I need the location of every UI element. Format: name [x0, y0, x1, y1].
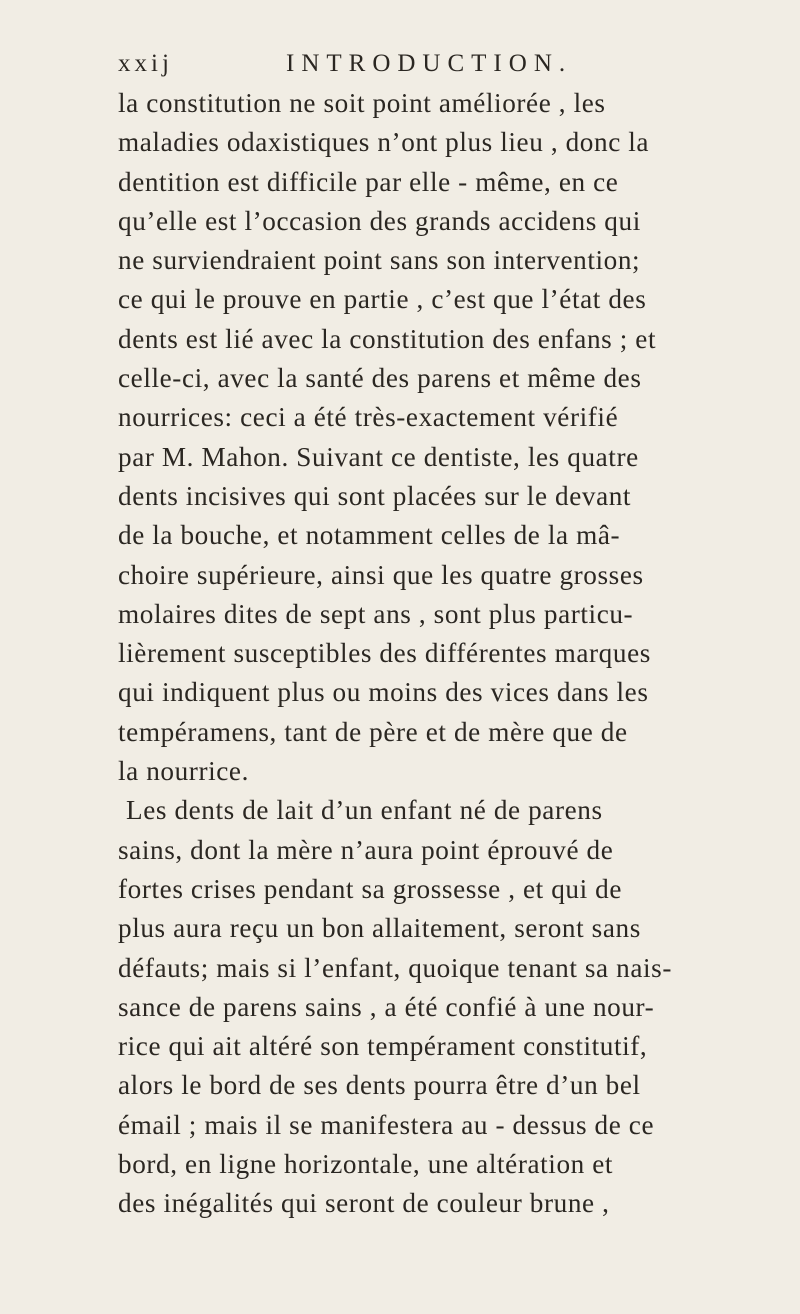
text-line: alors le bord de ses dents pourra être d’un bel [118, 1070, 641, 1101]
text-line: qui indiquent plus ou moins des vices dans les [118, 677, 649, 708]
text-line: celle-ci, avec la santé des parens et même des [118, 363, 642, 394]
running-head-title: INTRODUCTION. [286, 50, 573, 77]
text-line: sance de parens sains , a été confié à une nour- [118, 991, 655, 1022]
text-line: des inégalités qui seront de couleur brune , [118, 1188, 610, 1219]
text-line: molaires dites de sept ans , sont plus particu- [118, 598, 634, 629]
text-line: émail ; mais il se manifestera au - dessus de ce [118, 1109, 655, 1140]
text-line: nourrices: ceci a été très-exactement vérifié [118, 402, 619, 433]
text-line: maladies odaxistiques n’ont plus lieu , donc la [118, 127, 650, 158]
text-line: qu’elle est l’occasion des grands accidens qui [118, 205, 641, 236]
text-line: sains, dont la mère n’aura point éprouvé de [118, 834, 614, 865]
text-line: dentition est difficile par elle - même, en ce [118, 166, 619, 197]
text-line: bord, en ligne horizontale, une altération et [118, 1149, 614, 1180]
text-line: de la bouche, et notamment celles de la mâ- [118, 520, 621, 551]
text-line: choire supérieure, ainsi que les quatre grosses [118, 559, 644, 590]
text-line: tempéramens, tant de père et de mère que de [118, 716, 628, 747]
text-line: la nourrice. [118, 756, 249, 787]
paragraph-start-line: Les dents de lait d’un enfant né de parens [126, 795, 603, 826]
text-line: plus aura reçu un bon allaitement, seront sans [118, 913, 641, 944]
text-line: la constitution ne soit point améliorée , les [118, 88, 606, 118]
text-line: dents est lié avec la constitution des enfans ; et [118, 323, 657, 354]
text-line: lièrement susceptibles des différentes marques [118, 638, 651, 669]
text-line: dents incisives qui sont placées sur le devant [118, 480, 632, 511]
page-number: xxij [118, 50, 173, 77]
text-line: ce qui le prouve en partie , c’est que l’état des [118, 284, 647, 315]
text-line: défauts; mais si l’enfant, quoique tenant sa nais- [118, 952, 672, 983]
text-line: par M. Mahon. Suivant ce dentiste, les quatre [118, 441, 639, 472]
body-text [118, 84, 738, 1224]
text-line: rice qui ait altéré son tempérament constitutif, [118, 1031, 648, 1062]
text-line: ne surviendraient point sans son intervention; [118, 245, 641, 276]
text-line: fortes crises pendant sa grossesse , et qui de [118, 873, 623, 904]
